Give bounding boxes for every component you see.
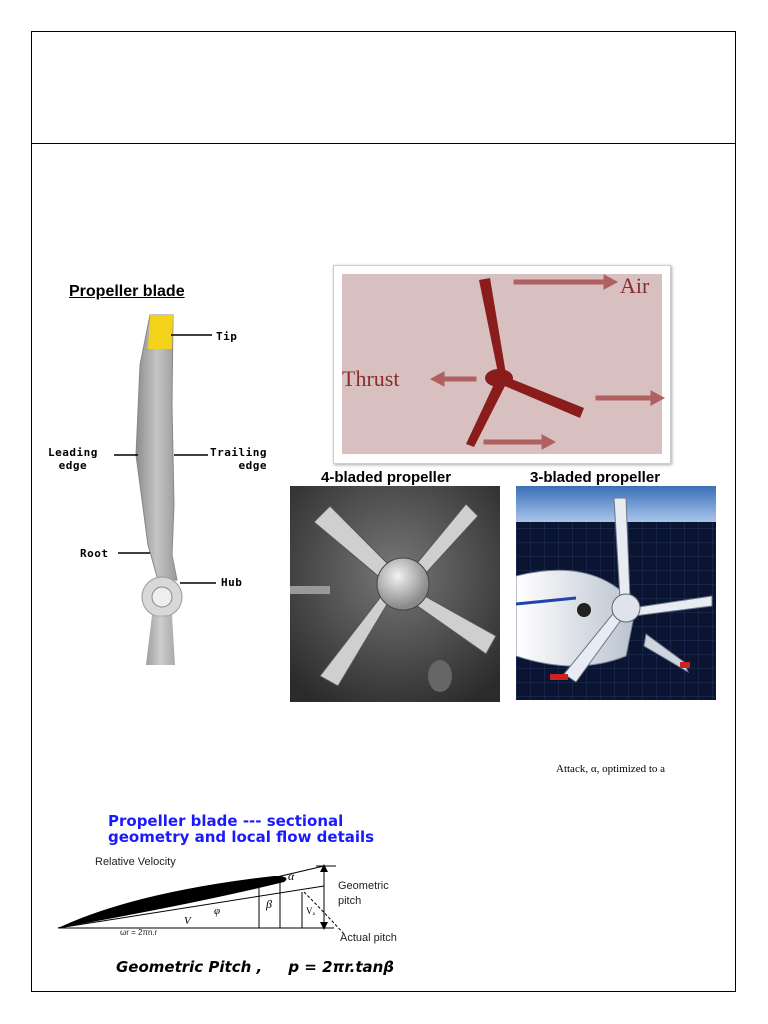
label-hub: Hub: [221, 576, 243, 589]
four-bladed-propeller-photo: [290, 486, 500, 702]
beta-symbol: β: [266, 897, 272, 911]
hub-center: [152, 587, 172, 607]
propeller-blade-figure: [40, 305, 290, 675]
section-title: [108, 813, 374, 845]
label-trailing-edge: Trailing edge: [210, 446, 267, 472]
propeller-spinner: [377, 558, 429, 610]
three-bladed-propeller-photo: [516, 486, 716, 700]
blade-tip: [148, 315, 173, 349]
tip-mark-1: [550, 674, 568, 680]
section-title-line1: Propeller blade --- sectional: [108, 812, 344, 830]
header-divider: [31, 143, 736, 144]
air-arrow-right: [596, 396, 651, 400]
phi-symbol: φ: [214, 905, 221, 917]
thrust-diagram-frame: [333, 265, 671, 464]
blade-body: [136, 315, 177, 580]
relative-velocity-line: [58, 866, 324, 928]
omega-r-label: ωr = 2πn.r: [120, 928, 158, 937]
vr-symbol: V: [184, 915, 191, 927]
blade-lower-root: [146, 615, 175, 665]
thrust-label: Thrust: [342, 366, 400, 391]
alpha-symbol: α: [288, 869, 295, 883]
label-root: Root: [80, 547, 109, 560]
caption-4-bladed: 4-bladed propeller: [321, 469, 452, 486]
gp-arrow-bottom: [320, 922, 328, 930]
technician: [428, 660, 452, 692]
attack-text: Attack, α, optimized to a: [556, 763, 666, 775]
gp-arrow-top: [320, 864, 328, 872]
air-arrow-bottom: [484, 440, 542, 444]
geometric-pitch-label: Geometric pitch: [338, 880, 389, 907]
scaffold: [290, 586, 330, 594]
caption-3-bladed: 3-bladed propeller: [530, 469, 661, 486]
thrust-diagram: [334, 266, 670, 463]
thrust-arrow: [444, 377, 476, 381]
va-symbol: Vₐ: [306, 906, 315, 916]
section-title-line2: geometry and local flow details: [108, 828, 375, 846]
air-label: Air: [620, 273, 650, 298]
blade-title: Propeller blade: [69, 283, 185, 300]
label-leading-edge: Leading edge: [48, 446, 98, 472]
intake: [577, 603, 591, 617]
actual-pitch-label: Actual pitch: [340, 932, 397, 944]
spinner-3: [612, 594, 640, 622]
label-tip: Tip: [216, 330, 238, 343]
tip-mark-2: [680, 662, 690, 668]
relative-velocity-label: Relative Velocity: [95, 856, 176, 868]
air-arrow-top: [514, 280, 604, 284]
geometric-pitch-formula: Geometric Pitch , p = 2πr.tanβ: [116, 958, 395, 976]
